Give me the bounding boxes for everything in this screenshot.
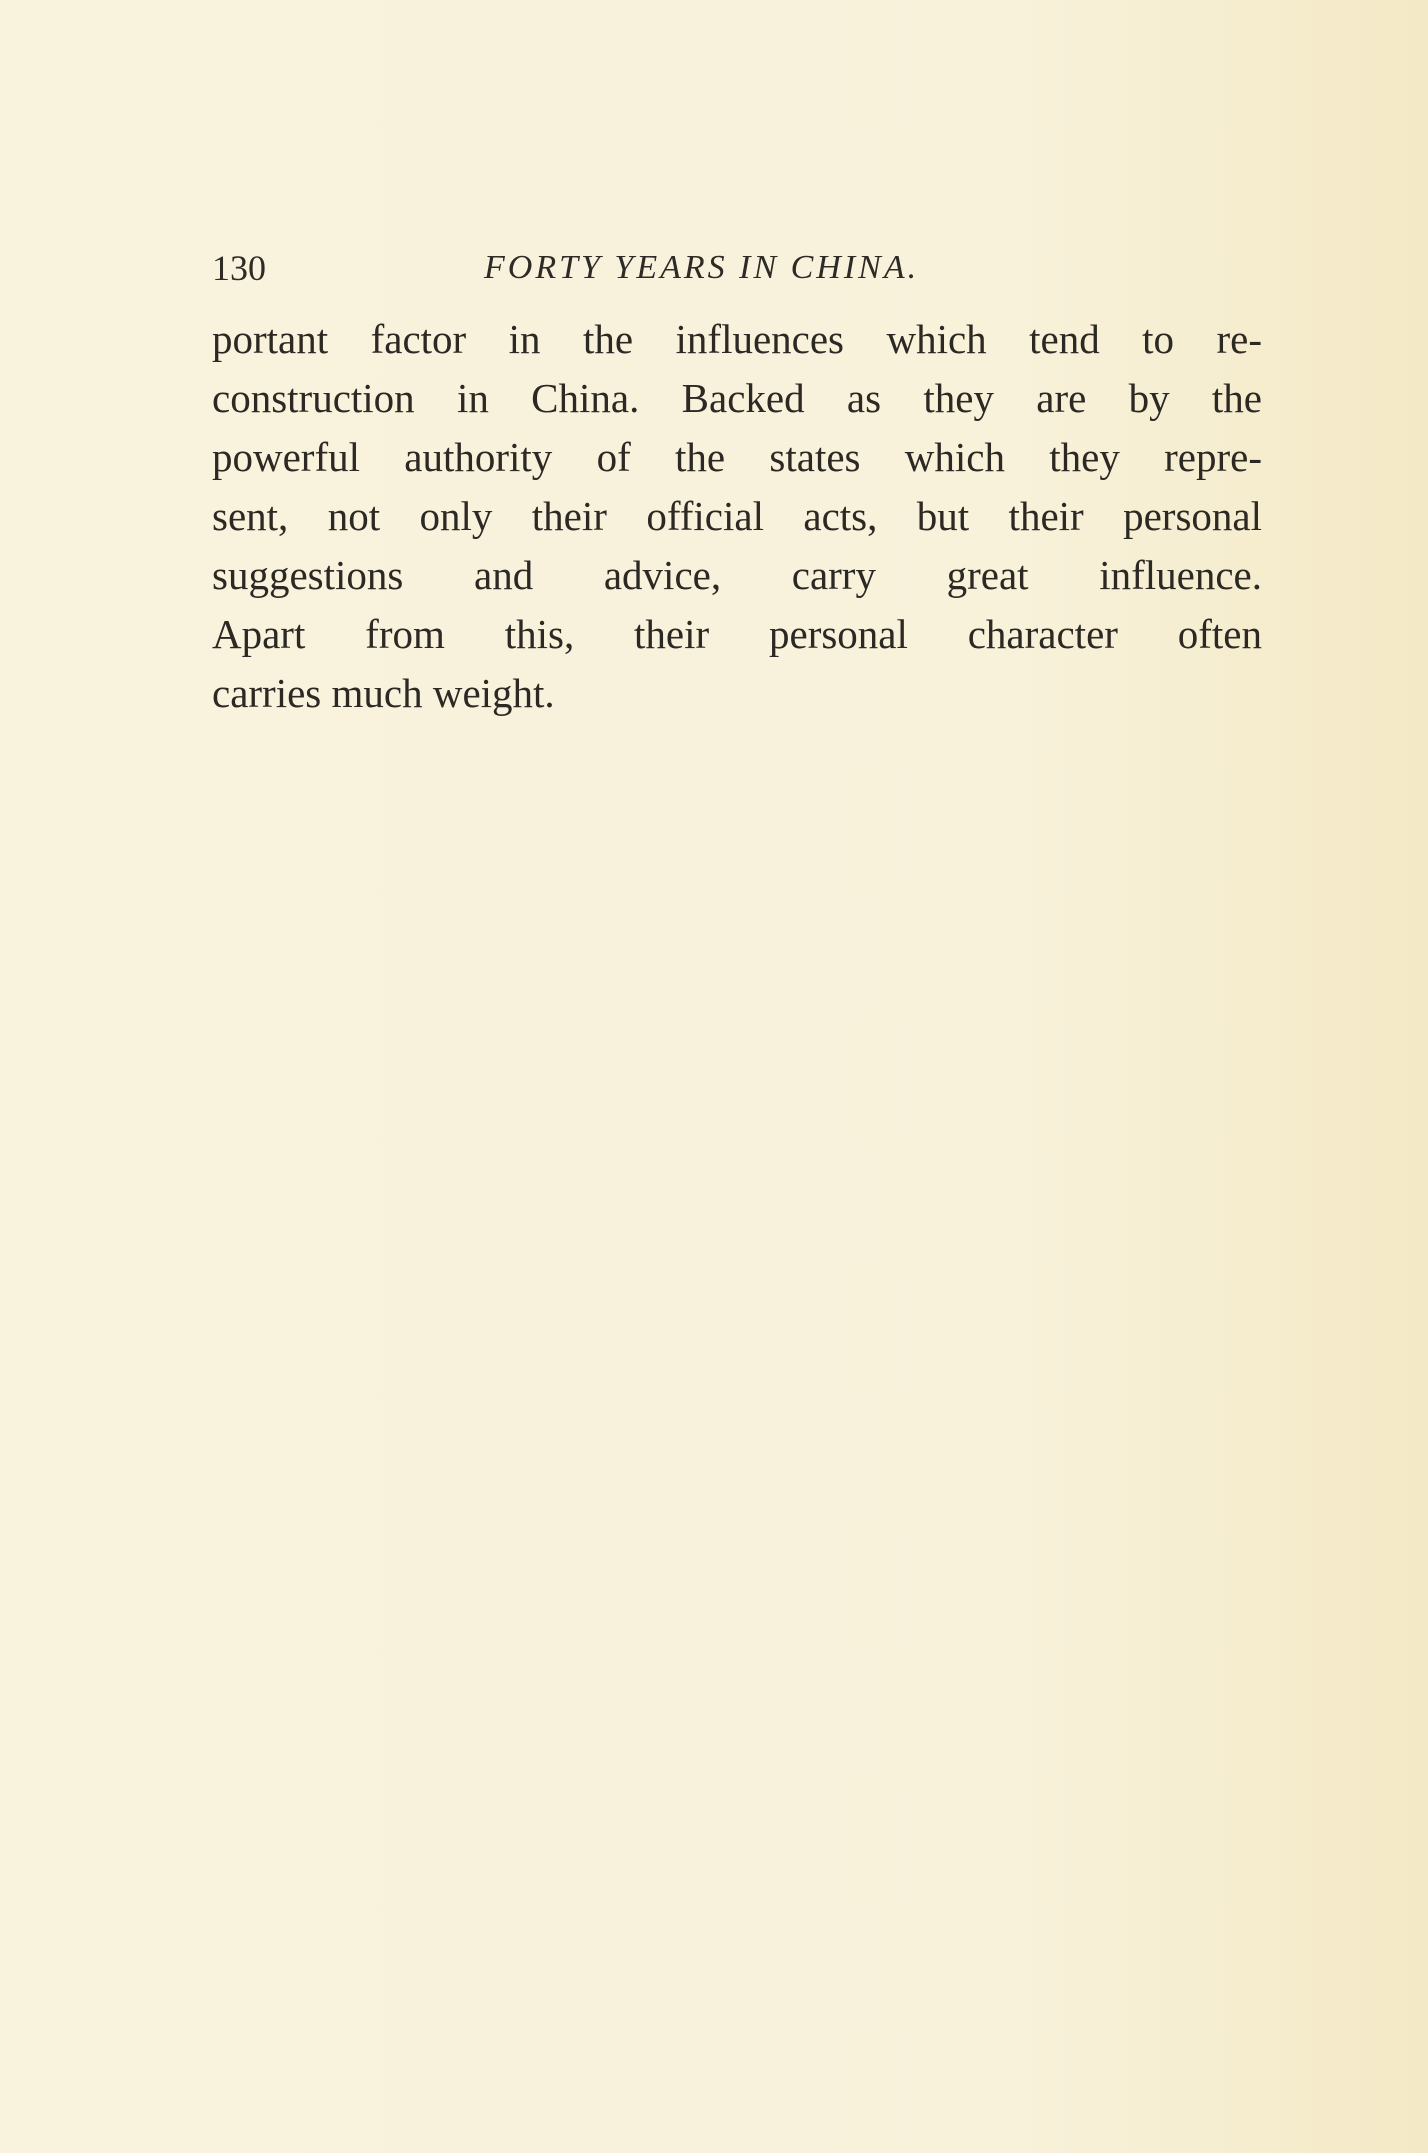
text-line: suggestions and advice, carry great influence.: [212, 552, 1262, 598]
text-line: construction in China. Backed as they are by the: [212, 375, 1262, 421]
running-title: FORTY YEARS IN CHINA.: [484, 249, 920, 286]
text-line: portant factor in the influences which tend to re-: [212, 316, 1262, 362]
text-line: Apart from this, their personal character often: [212, 611, 1262, 657]
text-line: carries much weight.: [212, 670, 555, 716]
text-line: sent, not only their official acts, but their personal: [212, 493, 1262, 539]
running-header: [212, 238, 1262, 298]
text-line: powerful authority of the states which they repre-: [212, 434, 1262, 480]
body-text: [212, 310, 1262, 723]
page-number: 130: [212, 248, 266, 288]
